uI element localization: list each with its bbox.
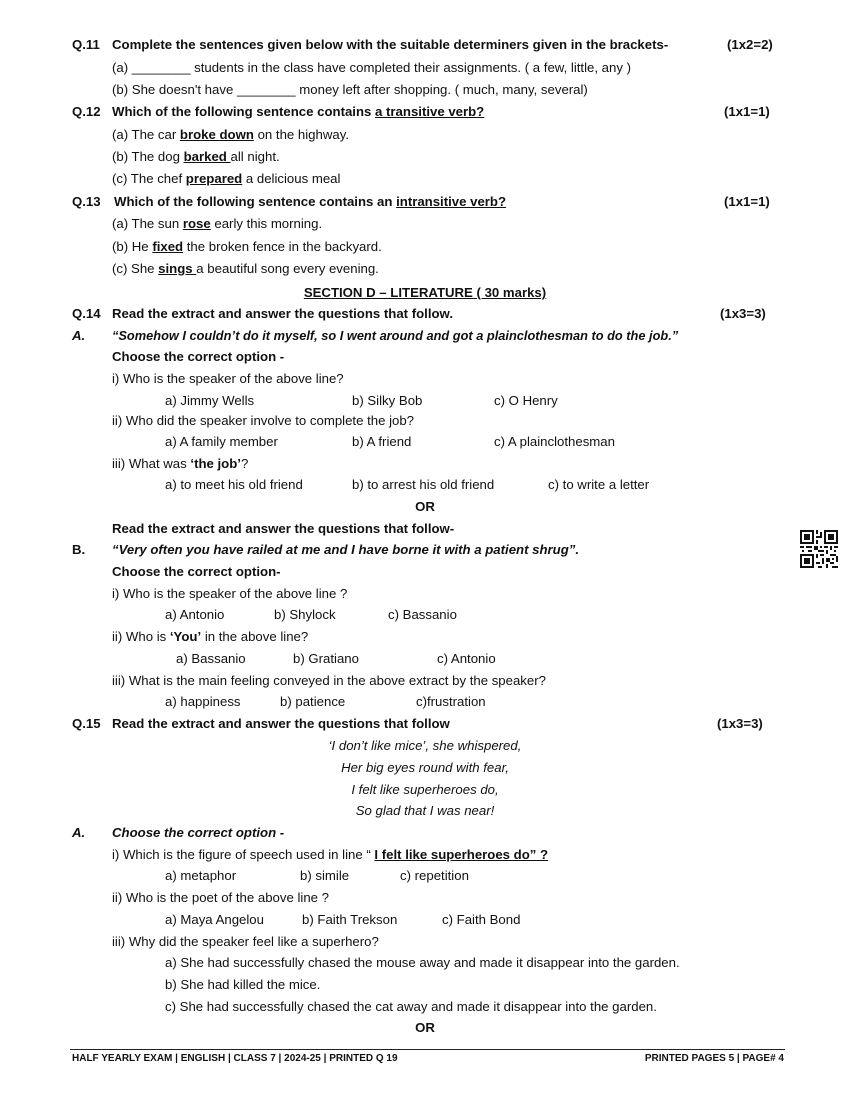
poem-line: ‘I don’t like mice’, she whispered, xyxy=(328,738,522,753)
sub-question: ii) Who is the poet of the above line ? xyxy=(112,890,329,905)
question-number: Q.11 xyxy=(72,37,100,52)
marks: (1x3=3) xyxy=(717,716,763,731)
part-label: A. xyxy=(72,328,86,343)
question-number: Q.15 xyxy=(72,716,101,731)
sub-question: i) Who is the speaker of the above line ? xyxy=(112,586,348,601)
option-b: b) patience xyxy=(280,694,346,709)
option-b: b) Shylock xyxy=(274,607,336,622)
option-c: c) O Henry xyxy=(494,393,558,408)
question-text: Which of the following sentence contains an intransitive verb? xyxy=(114,194,507,209)
extract-quote: “Somehow I couldn’t do it myself, so I went around and got a plainclothesman to do the job.” xyxy=(112,328,679,343)
marks: (1x1=1) xyxy=(724,104,770,119)
instruction: Choose the correct option- xyxy=(112,564,281,579)
option-c: c) Faith Bond xyxy=(442,912,521,927)
question-text: Complete the sentences given below with the suitable determiners given in the brackets- xyxy=(112,37,669,52)
sub-question: ii) Who is ‘You’ in the above line? xyxy=(112,629,309,644)
poem-line: I felt like superheroes do, xyxy=(351,782,499,797)
option-line: (c) She sings a beautiful song every evening. xyxy=(112,261,379,276)
footer-right: PRINTED PAGES 5 | PAGE# 4 xyxy=(644,1053,784,1064)
option-c: c)frustration xyxy=(416,694,486,709)
question-number: Q.14 xyxy=(72,306,101,321)
option-a: a) metaphor xyxy=(165,868,237,883)
footer-left: HALF YEARLY EXAM | ENGLISH | CLASS 7 | 2024-25 | PRINTED Q 19 xyxy=(72,1053,398,1064)
poem-line: So glad that I was near! xyxy=(355,803,495,818)
option-c: c) Antonio xyxy=(437,651,496,666)
sub-question: iii) What was ‘the job’? xyxy=(112,456,249,471)
option-a: a) Maya Angelou xyxy=(165,912,264,927)
option-a: a) She had successfully chased the mouse away and made it disappear into the garden. xyxy=(165,955,680,970)
sub-question: iii) What is the main feeling conveyed in the above extract by the speaker? xyxy=(112,673,546,688)
marks: (1x3=3) xyxy=(720,306,766,321)
option-a: a) to meet his old friend xyxy=(165,477,303,492)
question-text: Read the extract and answer the questions that follow xyxy=(112,716,450,731)
option-b: b) to arrest his old friend xyxy=(352,477,495,492)
option-a: a) Antonio xyxy=(165,607,225,622)
instruction: Choose the correct option - xyxy=(112,825,285,840)
option-c: c) Bassanio xyxy=(388,607,457,622)
option-b: b) Faith Trekson xyxy=(302,912,398,927)
sub-question: i) Which is the figure of speech used in line “ I felt like superheroes do” ? xyxy=(112,847,549,862)
option-a: a) happiness xyxy=(165,694,241,709)
option-b: b) Silky Bob xyxy=(352,393,423,408)
part-label: A. xyxy=(72,825,86,840)
option-c: c) She had successfully chased the cat away and made it disappear into the garden. xyxy=(165,999,657,1014)
option-a: a) Jimmy Wells xyxy=(165,393,255,408)
question-number: Q.13 xyxy=(72,194,101,209)
footer-divider xyxy=(70,1049,785,1050)
option-line: (b) She doesn't have ________ money left after shopping. ( much, many, several) xyxy=(112,82,588,97)
option-b: b) Gratiano xyxy=(293,651,359,666)
question-text: Read the extract and answer the questions that follow. xyxy=(112,306,453,321)
question-text: Read the extract and answer the questions that follow- xyxy=(112,521,455,536)
option-c: c) to write a letter xyxy=(548,477,650,492)
question-number: Q.12 xyxy=(72,104,101,119)
option-line: (a) The car broke down on the highway. xyxy=(112,127,349,142)
option-line: (b) He fixed the broken fence in the backyard. xyxy=(112,239,382,254)
sub-question: ii) Who did the speaker involve to complete the job? xyxy=(112,413,415,428)
marks: (1x2=2) xyxy=(727,37,773,52)
option-b: b) She had killed the mice. xyxy=(165,977,321,992)
sub-question: iii) Why did the speaker feel like a superhero? xyxy=(112,934,379,949)
sub-question: i) Who is the speaker of the above line? xyxy=(112,371,344,386)
option-line: (b) The dog barked all night. xyxy=(112,149,280,164)
or-divider: OR xyxy=(415,499,435,514)
option-line: (a) The sun rose early this morning. xyxy=(112,216,323,231)
option-a: a) A family member xyxy=(165,434,278,449)
option-b: b) simile xyxy=(300,868,350,883)
option-a: a) Bassanio xyxy=(176,651,246,666)
or-divider: OR xyxy=(415,1020,435,1035)
part-label: B. xyxy=(72,542,86,557)
question-text: Which of the following sentence contains a transitive verb? xyxy=(112,104,485,119)
option-c: c) A plainclothesman xyxy=(494,434,615,449)
poem-line: Her big eyes round with fear, xyxy=(341,760,509,775)
extract-quote: “Very often you have railed at me and I have borne it with a patient shrug”. xyxy=(112,542,580,557)
option-b: b) A friend xyxy=(352,434,412,449)
option-c: c) repetition xyxy=(400,868,469,883)
qr-code-icon xyxy=(800,530,838,568)
option-line: (a) ________ students in the class have completed their assignments. ( a few, little, any ) xyxy=(112,60,632,75)
marks: (1x1=1) xyxy=(724,194,770,209)
option-line: (c) The chef prepared a delicious meal xyxy=(112,171,341,186)
instruction: Choose the correct option - xyxy=(112,349,285,364)
section-heading: SECTION D – LITERATURE ( 30 marks) xyxy=(303,285,547,300)
